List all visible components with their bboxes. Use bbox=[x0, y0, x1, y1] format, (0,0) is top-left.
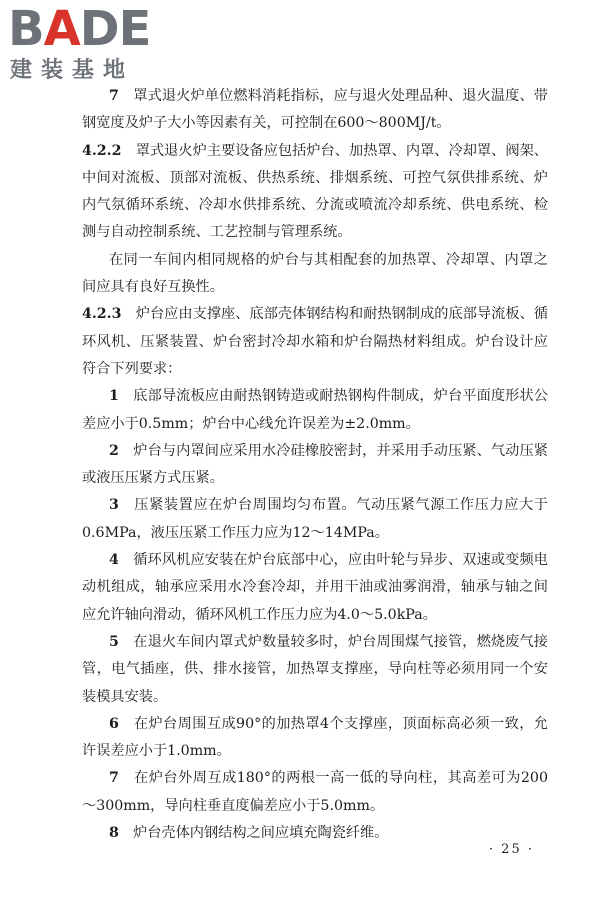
clause-item: 7 罩式退火炉单位燃料消耗指标，应与退火处理品种、退火温度、带钢宽度及炉子大小等因素有关，可控制在600～800MJ/t。 bbox=[82, 88, 548, 132]
bade-logo bbox=[8, 1, 178, 86]
clause-item: 1 底部导流板应由耐热钢铸造或耐热钢构件制成，炉台平面度形状公差应小于0.5mm；炉台中心线允许误差为±2.0mm。 bbox=[82, 388, 548, 432]
clause-item: 8 炉台壳体内钢结构之间应填充陶瓷纤维。 bbox=[108, 825, 389, 842]
logo-subtitle: 建装基地 bbox=[10, 58, 135, 83]
clause-item: 4 循环风机应安装在炉台底部中心，应由叶轮与异步、双速或变频电动机组成，轴承应采用水冷套冷却，并用干油或油雾润滑，轴承与轴之间应允许轴向滑动，循环风机工作压力应为4.0～5.0kPa。 bbox=[82, 552, 548, 623]
clause-item: 7 在炉台外周互成180°的两根一高一低的导向柱，其高差可为200～300mm，导向柱垂直度偏差应小于5.0mm。 bbox=[82, 770, 548, 814]
logo-wordmark: BADE bbox=[8, 1, 151, 57]
clause-item: 5 在退火车间内罩式炉数量较多时，炉台周围煤气接管，燃烧废气接管，电气插座，供、排水接管，加热罩支撑座，导向柱等必须用同一个安装模具安装。 bbox=[82, 633, 548, 705]
page-number: · 25 · bbox=[488, 842, 534, 857]
clause-item: 2 炉台与内罩间应采用水冷硅橡胶密封，并采用手动压紧、气动压紧或液压压紧方式压紧。 bbox=[82, 442, 548, 487]
section-clause: 4.2.2 罩式退火炉主要设备应包括炉台、加热罩、内罩、冷却罩、阀架、中间对流板、顶部对流板、供热系统、排烟系统、可控气氛供排系统、炉内气氛循环系统、冷却水供排系统、分流或喷流冷却系统、供电系统、检测与自动控制系统、工艺控制与管理系统。 bbox=[82, 142, 548, 241]
document-body bbox=[82, 83, 548, 847]
clause-paragraph: 在同一车间内相同规格的炉台与其相配套的加热罩、冷却罩、内罩之间应具有良好互换性。 bbox=[82, 251, 548, 296]
clause-item: 3 压紧装置应在炉台周围均匀布置。气动压紧气源工作压力应大于0.6MPa，液压压紧工作压力应为12～14MPa。 bbox=[82, 497, 548, 541]
section-clause: 4.2.3 炉台应由支撑座、底部壳体钢结构和耐热钢制成的底部导流板、循环风机、压紧装置、炉台密封冷却水箱和炉台隔热材料组成。炉台设计应符合下列要求： bbox=[82, 306, 548, 377]
clause-item: 6 在炉台周围互成90°的加热罩4个支撑座，顶面标高必须一致，允许误差应小于1.0mm。 bbox=[82, 715, 548, 760]
